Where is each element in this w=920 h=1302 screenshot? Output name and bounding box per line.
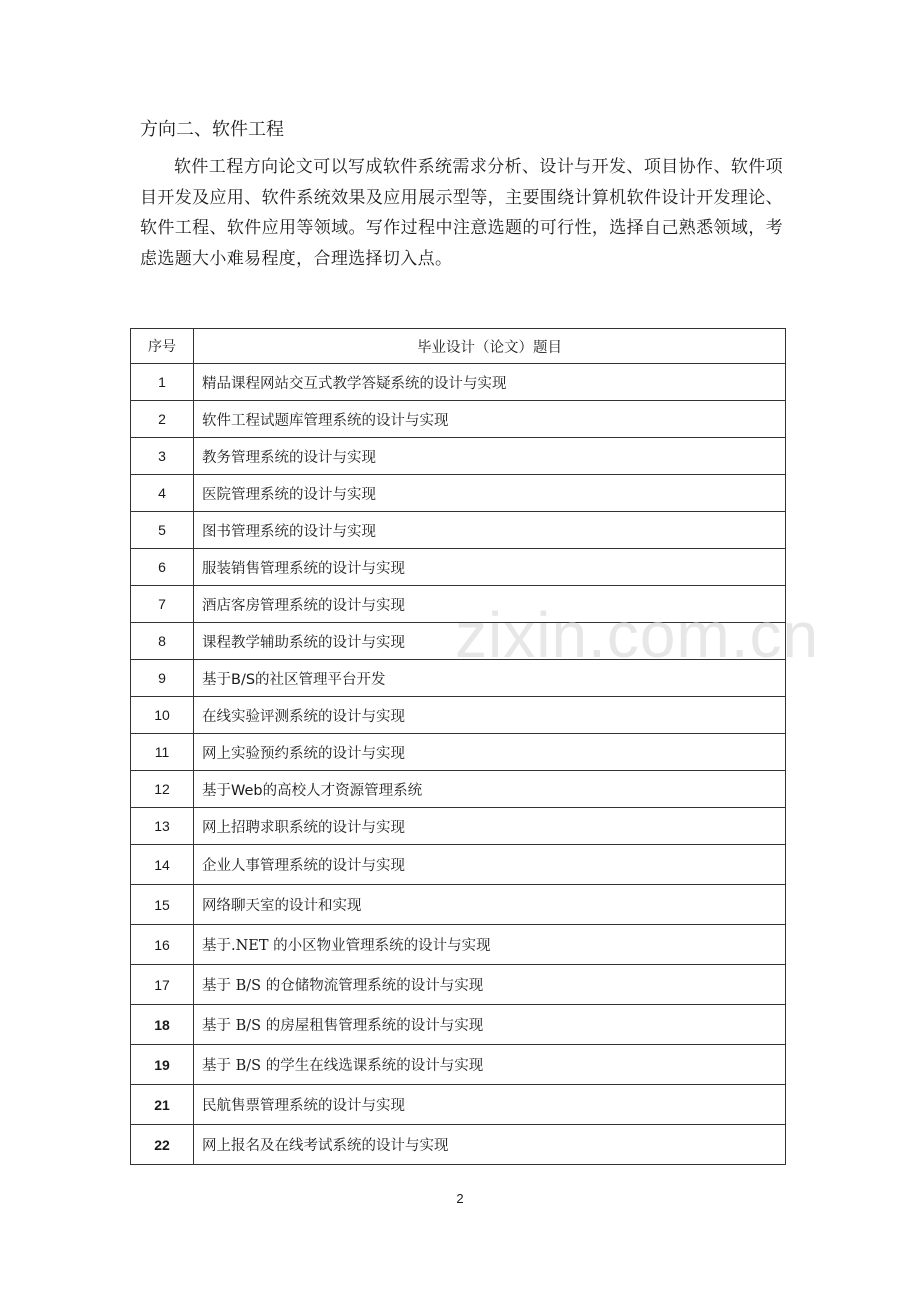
row-number: 5 (131, 512, 194, 549)
table-row (131, 965, 786, 1005)
topics-table (130, 328, 786, 1165)
row-number: 14 (131, 845, 194, 885)
watermark: zixin.com.cn (455, 599, 820, 671)
row-title: 精品课程网站交互式教学答疑系统的设计与实现 (194, 364, 786, 401)
row-number: 8 (131, 623, 194, 660)
row-title: 在线实验评测系统的设计与实现 (194, 697, 786, 734)
row-number: 12 (131, 771, 194, 808)
table-row (131, 512, 786, 549)
row-title: 软件工程试题库管理系统的设计与实现 (194, 401, 786, 438)
row-title: 医院管理系统的设计与实现 (194, 475, 786, 512)
row-number: 3 (131, 438, 194, 475)
table-header-row (131, 329, 786, 364)
table-row (131, 808, 786, 845)
row-title: 教务管理系统的设计与实现 (194, 438, 786, 475)
row-title: 基于B/S的社区管理平台开发 (194, 660, 786, 697)
row-title: 图书管理系统的设计与实现 (194, 512, 786, 549)
table-row (131, 734, 786, 771)
header-number: 序号 (131, 329, 194, 364)
table-row (131, 438, 786, 475)
table-row (131, 401, 786, 438)
row-number: 11 (131, 734, 194, 771)
row-number: 18 (131, 1005, 194, 1045)
table-row (131, 845, 786, 885)
row-number: 13 (131, 808, 194, 845)
row-number: 17 (131, 965, 194, 1005)
page-number: 2 (456, 1191, 464, 1206)
row-title: 基于.NET 的小区物业管理系统的设计与实现 (194, 925, 786, 965)
row-title: 网上实验预约系统的设计与实现 (194, 734, 786, 771)
row-number: 21 (131, 1085, 194, 1125)
table-row (131, 697, 786, 734)
row-number: 2 (131, 401, 194, 438)
row-title: 课程教学辅助系统的设计与实现 (194, 623, 786, 660)
row-title: 基于 B/S 的学生在线选课系统的设计与实现 (194, 1045, 786, 1085)
row-number: 10 (131, 697, 194, 734)
table-row (131, 1005, 786, 1045)
table-row (131, 586, 786, 623)
row-number: 4 (131, 475, 194, 512)
row-number: 9 (131, 660, 194, 697)
table-row (131, 364, 786, 401)
row-number: 19 (131, 1045, 194, 1085)
row-title: 基于 B/S 的房屋租售管理系统的设计与实现 (194, 1005, 786, 1045)
row-title: 网上报名及在线考试系统的设计与实现 (194, 1125, 786, 1165)
row-number: 6 (131, 549, 194, 586)
row-title: 网上招聘求职系统的设计与实现 (194, 808, 786, 845)
row-title: 民航售票管理系统的设计与实现 (194, 1085, 786, 1125)
row-number: 16 (131, 925, 194, 965)
row-number: 7 (131, 586, 194, 623)
row-title: 酒店客房管理系统的设计与实现 (194, 586, 786, 623)
row-title: 网络聊天室的设计和实现 (194, 885, 786, 925)
table-row (131, 1045, 786, 1085)
header-title: 毕业设计（论文）题目 (194, 329, 786, 364)
row-number: 1 (131, 364, 194, 401)
table-row (131, 1085, 786, 1125)
row-number: 22 (131, 1125, 194, 1165)
row-title: 服装销售管理系统的设计与实现 (194, 549, 786, 586)
table-row (131, 1125, 786, 1165)
table-row (131, 623, 786, 660)
row-title: 企业人事管理系统的设计与实现 (194, 845, 786, 885)
table-row (131, 885, 786, 925)
section-paragraph: 软件工程方向论文可以写成软件系统需求分析、设计与开发、项目协作、软件项目开发及应用、软件系统效果及应用展示型等，主要围绕计算机软件设计开发理论、软件工程、软件应用等领域。写作过程中注意选题的可行性，选择自己熟悉领域，考虑选题大小难易程度，合理选择切入点。 (140, 157, 783, 269)
section-heading: 方向二、软件工程 (140, 119, 284, 140)
table-row (131, 549, 786, 586)
row-title: 基于 B/S 的仓储物流管理系统的设计与实现 (194, 965, 786, 1005)
table-row (131, 475, 786, 512)
row-number: 15 (131, 885, 194, 925)
table-row (131, 660, 786, 697)
row-title: 基于Web的高校人才资源管理系统 (194, 771, 786, 808)
table-row (131, 771, 786, 808)
table-row (131, 925, 786, 965)
